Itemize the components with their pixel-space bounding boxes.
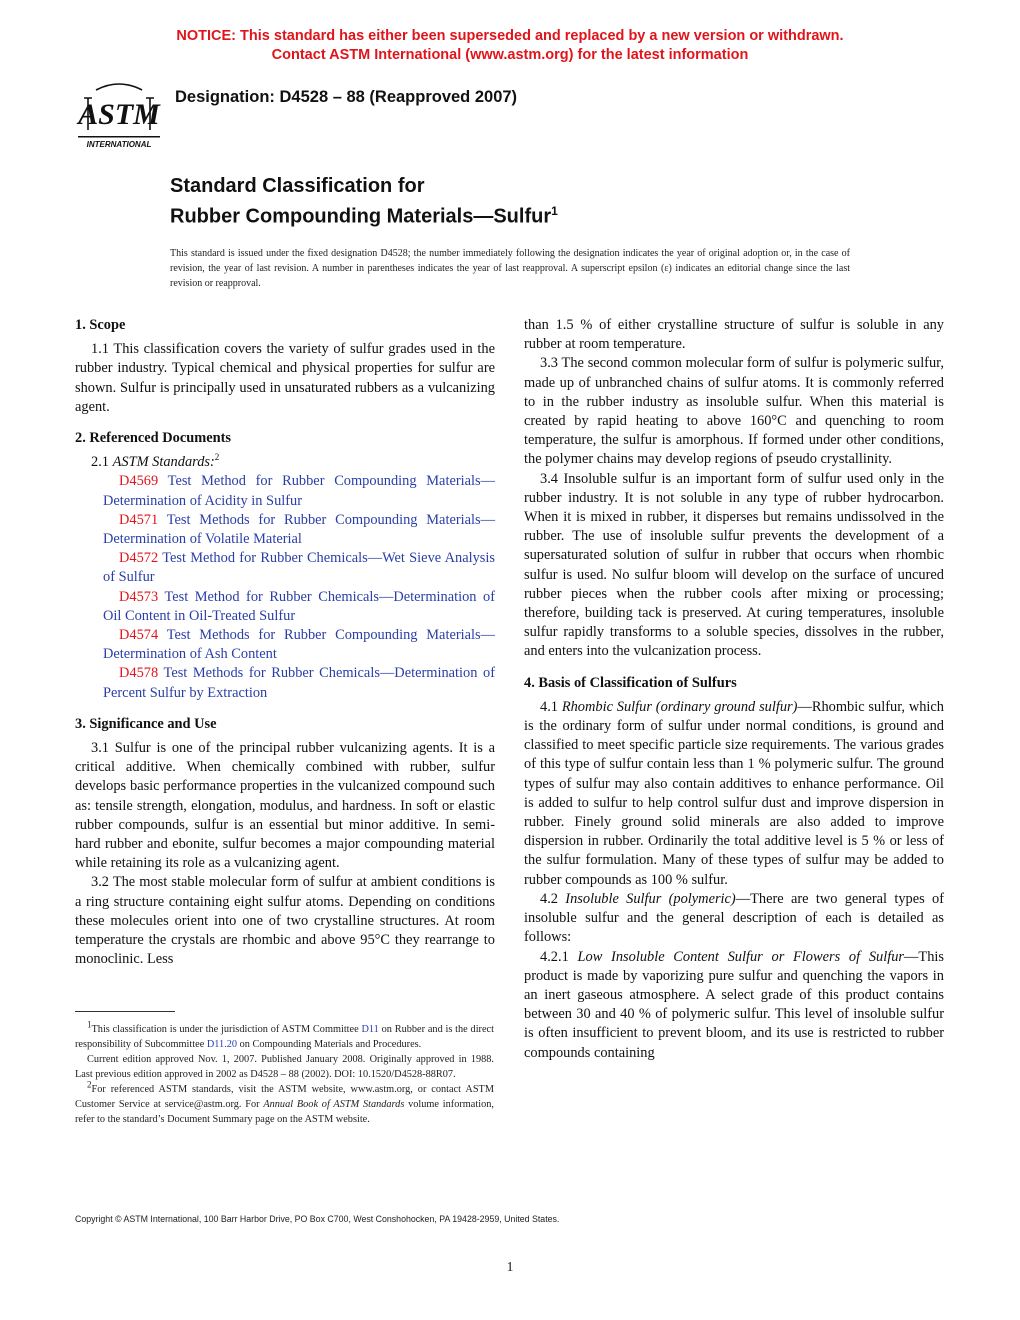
reference-link-d4578[interactable]: D4578 Test Methods for Rubber Chemicals—Determination of Percent Sulfur by Extraction [103,665,496,701]
right-column [524,316,944,1063]
logo-letters: ASTM [78,98,160,131]
section-heading-scope: 1. Scope [75,317,126,333]
footnote-divider [75,1011,175,1012]
title-line-2: Rubber Compounding Materials—Sulfur$^1$ [170,204,558,228]
paragraph-3-2: 3.2 The most stable molecular form of sulfur at ambient conditions is a ring structure containing eight sulfur atoms. Depending on conditions these molecules orient into one of two crystalline structures. At room temperature the crystals are rhombic and above 95°C they rearrange to monoclinic. Less [75,874,495,968]
astm-logo [74,80,164,152]
paragraph-3-2-continued: than 1.5 % of either crystalline structure of sulfur is soluble in any rubber at room temperature. [524,317,944,353]
paragraph-2-1: 2.1 ASTM Standards:$^2$ [91,452,220,471]
paragraph-1-1: 1.1 This classification covers the variety of sulfur grades used in the rubber industry. Typical chemical and physical properties for sulfur are shown. Sulfur is principally used in unsaturated rubbers as a vulcanizing agent. [75,341,495,415]
title-line-1: Standard Classification for [170,175,425,197]
section-heading-referenced-documents: 2. Referenced Documents [75,430,231,447]
footnotes [75,1019,494,1127]
document-title [170,174,558,230]
designation: Designation: D4528 – 88 (Reapproved 2007) [175,88,518,106]
committee-link[interactable]: D11 [361,1024,379,1035]
section-heading-significance: 3. Significance and Use [75,715,217,732]
reference-list [75,472,495,702]
footnote-1-edition: Current edition approved Nov. 1, 2007. Published January 2008. Originally approved in 1988. Last previous edition approved in 2002 as D4528 – 88 (2002). DOI: 10.1520/D4528-88R07. [75,1054,494,1080]
subcommittee-link[interactable]: D11.20 [206,1039,238,1050]
reference-link-d4574[interactable]: D4574 Test Methods for Rubber Compounding Materials—Determination of Ash Content [103,627,496,663]
paragraph-3-4: 3.4 Insoluble sulfur is an important form of sulfur used only in the rubber industry. It is not soluble in any type of rubber hydrocarbon. When it is mixed in rubber, it disperses but remains undissolved in the rubber. The use of insoluble sulfur prevents the development of a supersaturated solution of sulfur in rubber that occurs when rhombic sulfur is used. No sulfur bloom will develop on the surface of uncured rubber pieces when the rubber cools after mixing or processing; therefore, building tack is preserved. At curing temperatures, insoluble sulfur rapidly transforms to a soluble species, dissolves in the rubber, and enters into the vulcanization process. [524,470,944,660]
section-heading-classification: 4. Basis of Classification of Sulfurs [524,674,737,691]
logo-subtext: INTERNATIONAL [86,140,152,149]
issuance-note: This standard is issued under the fixed designation D4528; the number immediately following the designation indicates the year of original adoption or, in the case of revision, the year of last revision. A number in parentheses indicates the year of last reapproval. A superscript epsilon (ε) indicates an editorial change since the last revision or reapproval. [170,248,850,289]
footnote-1: 1This classification is under the jurisdiction of ASTM Committee D11 on Rubber and is the direct responsibility of Subcommittee D11.20 on Compounding Materials and Procedures. [75,1019,494,1050]
reference-link-d4569[interactable]: D4569 Test Method for Rubber Compounding Materials—Determination of Acidity in Sulfur [103,473,495,509]
notice-line-1: NOTICE: This standard has either been superseded and replaced by a new version or withdrawn. [176,28,844,44]
paragraph-4-2: 4.2 Insoluble Sulfur (polymeric)—There are two general types of insoluble sulfur and the general description of each is detailed as follows: [524,890,944,946]
reference-link-d4573[interactable]: D4573 Test Method for Rubber Chemicals—Determination of Oil Content in Oil-Treated Sulfur [103,588,495,624]
reference-link-d4571[interactable]: D4571 Test Methods for Rubber Compounding Materials—Determination of Volatile Material [103,511,496,548]
reference-link-d4572[interactable]: D4572 Test Method for Rubber Chemicals—Wet Sieve Analysis of Sulfur [103,550,495,586]
notice-line-2: Contact ASTM International (www.astm.org) for the latest information [271,47,749,63]
copyright-line: Copyright © ASTM International, 100 Barr Harbor Drive, PO Box C700, West Conshohocken, PA 19428-2959, United States. [75,1214,560,1224]
footnote-2: 2For referenced ASTM standards, visit the ASTM website, www.astm.org, or contact ASTM Customer Service at service@astm.org. For Annual Book of ASTM Standards volume information, refer to the standard’s Document Summary page on the ASTM website. [75,1079,494,1125]
paragraph-3-1: 3.1 Sulfur is one of the principal rubber vulcanizing agents. It is a critical additive. When chemically combined with rubber, sulfur develops basic performance properties in the vulcanized compound such as: tensile strength, elongation, modulus, and hardness. In soft or elastic rubber compounds, sulfur is an essential but minor additive. In semi-hard rubber and ebonite, sulfur becomes a major compounding material while retaining its role as a vulcanizing agent. [75,740,495,872]
page-number: 1 [506,1260,514,1275]
paragraph-4-1: 4.1 Rhombic Sulfur (ordinary ground sulfur)—Rhombic sulfur, which is the ordinary form of sulfur under normal conditions, is ground and classified to meet specific particle size requirements. The various grades of this type of sulfur contain less than 1 % polymeric sulfur. The ground types of sulfur may also contain additives to enhance performance. Oil is added to sulfur to help control sulfur dust and improve dispersion in rubber. Finely ground solid minerals are also added to improve dispersion in rubber. Ordinarily the total additive level is 5 % or less of the sulfur formulation. Many of these types of sulfur may be added to rubber compounds as 100 % sulfur. [524,698,944,888]
superseded-notice [0,27,1020,65]
left-column [75,316,495,970]
title-footnote-mark: 1 [551,204,558,218]
paragraph-4-2-1: 4.2.1 Low Insoluble Content Sulfur or Flowers of Sulfur—This product is made by vaporizing pure sulfur and quenching the vapors in an inert gaseous atmosphere. A select grade of this product contains between 30 and 40 % of polymeric sulfur. This level of insoluble sulfur is often insufficient to prevent bloom, and its use is restricted to rubber compounds containing [524,948,944,1061]
paragraph-3-3: 3.3 The second common molecular form of sulfur is polymeric sulfur, made up of unbranched chains of sulfur atoms. It is commonly referred to in the rubber industry as insoluble sulfur. When this material is created by rapid heating to above 160°C and quenching to room temperature, the sulfur is amorphous. If formed under other conditions, the polymer chains may develop regions of pseudo crystallinity. [524,355,944,468]
